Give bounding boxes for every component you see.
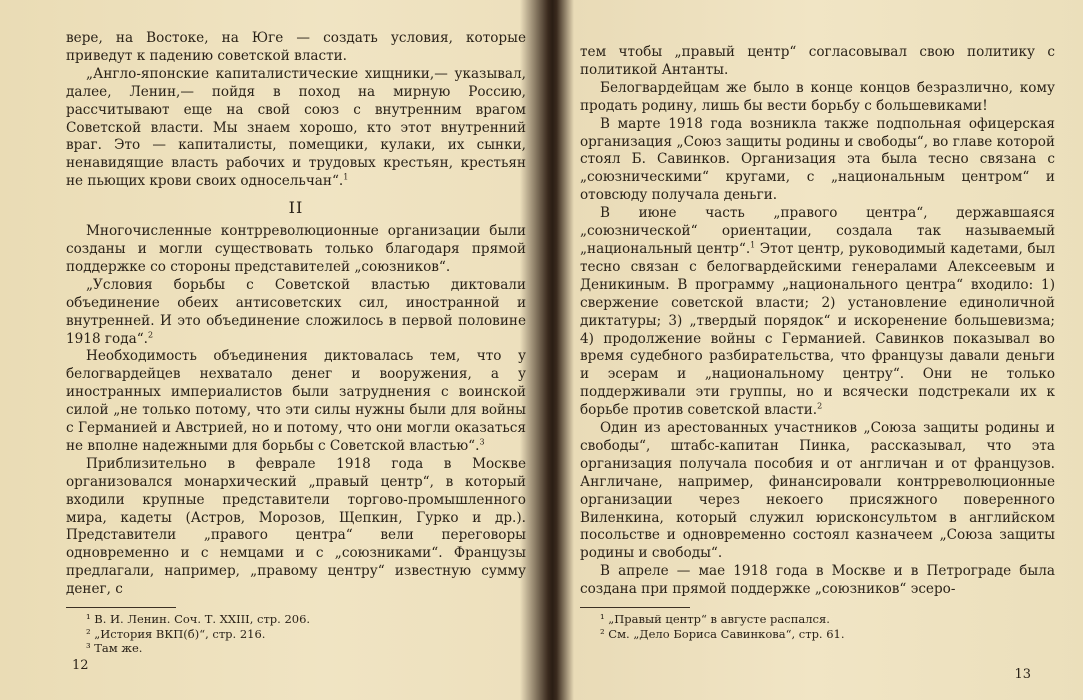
- footnote: ¹ „Правый центр“ в августе распался.: [600, 612, 830, 627]
- paragraph-text: тем чтобы „правый центр“ согласовывал свою политику с политикой Антанты.: [580, 44, 1055, 78]
- paragraph-text: вере, на Востоке, на Юге — создать условия, которые приведут к падению советской власти.: [66, 30, 526, 64]
- paragraph-text: Приблизительно в феврале 1918 года в Москве организовался монархический „правый центр“, в который входили крупные представители торгово-промышленного мира, кадеты (Астров, Морозов, Щепкин, Гурко и др.). Представители „правого центра“ вели переговоры одновременно и с немцами и с „союзниками“. Французы предлагали, например, „правому центру“ известную сумму денег, с: [66, 455, 526, 598]
- footnotes: [66, 612, 526, 656]
- paragraph-text: Один из арестованных участников „Союза защиты родины и свободы“, штабс-капитан Пинка, рассказывал, что эта организация получала пособия и от англичан и от французов. Англичане, например, финансировали контрреволюционные организации через некоего присяжного поверенного Виленкина, который служил юрисконсультом в английском посольстве и одновременно состоял казначеем „Союза защиты родины и свободы“.: [580, 420, 1055, 562]
- paragraph-text: В апреле — мае 1918 года в Москве и в Петрограде была создана при прямой поддержке „союзников“ эсеро-: [580, 563, 1055, 598]
- paragraph: [580, 420, 1055, 563]
- footnote: ¹ В. И. Ленин. Соч. Т. XXIII, стр. 206.: [86, 612, 311, 627]
- paragraph-text: „Условия борьбы с Советской властью диктовали объединение обеих антисоветских сил, иностранной и внутренней. И это объединение сложилось в первой половине 1918 года“.: [66, 276, 526, 347]
- paragraph-text: Белогвардейцам же было в конце концов безразлично, кому продать родину, лишь бы вести борьбу с большевиками!: [580, 79, 1055, 114]
- paragraph: [66, 348, 526, 455]
- paragraph: [66, 456, 526, 599]
- footnote-ref: 3: [479, 437, 485, 447]
- paragraph-text: В июне часть „правого центра“, державшаяся „союзнической“ ориентации, создала так называемый „национальный центр“.: [580, 205, 1055, 257]
- footnote-ref: 1: [343, 172, 349, 182]
- footnotes: [580, 612, 1055, 641]
- paragraph: [580, 563, 1055, 599]
- paragraph: [580, 44, 1055, 80]
- footnote: ² См. „Дело Бориса Савинкова“, стр. 61.: [600, 626, 845, 641]
- paragraph: [66, 277, 526, 349]
- footnote-ref: 1: [750, 240, 756, 250]
- right-page: [560, 0, 1083, 700]
- paragraph: [580, 80, 1055, 116]
- footnote: ² „История ВКП(б)“, стр. 216.: [86, 626, 266, 641]
- paragraph: [580, 205, 1055, 420]
- paragraph-text: Этот центр, руководимый кадетами, был тесно связан с белогвардейскими генералами Алексеевым и Деникиным. В программу „национального центра“ входило: 1) свержение советской власти; 2) установление единоличной диктатуры; 3) „твердый порядок“ и искоренение большевизма; 4) продолжение войны с Германией. Савинков показывал во время судебного разбирательства, что французы давали деньги и эсерам и „национальному центру“. Они не только поддерживали эти группы, но и всячески подстрекали их к борьбе против советской власти.: [580, 240, 1055, 419]
- footnote-ref: 2: [817, 401, 823, 411]
- page-number: 12: [72, 658, 89, 673]
- paragraph: [66, 66, 526, 191]
- footnote: ³ Там же.: [86, 641, 143, 656]
- paragraph-text: „Англо-японские капиталистические хищники,— указывал, далее, Ленин,— пойдя в поход на мирную Россию, рассчитывают еще на свой союз с внутренним врагом Советской власти. Мы знаем хорошо, кто этот внутренний враг. Это — капиталисты, помещики, кулаки, их сынки, ненавидящие власть рабочих и трудовых крестьян, крестьян не пьющих крови своих односельчан“.: [66, 65, 526, 190]
- paragraph-text: Многочисленные контрреволюционные организации были созданы и могли существовать только благодаря прямой поддержке со стороны представителей „союзников“.: [66, 223, 526, 275]
- page-number: 13: [1014, 667, 1031, 682]
- footnote-rule: [66, 607, 176, 608]
- paragraph: [580, 116, 1055, 206]
- paragraph: [66, 30, 526, 66]
- left-page-body: [66, 30, 526, 599]
- footnote-rule: [580, 607, 690, 608]
- right-page-body: [580, 44, 1055, 599]
- paragraph-text: В марте 1918 года возникла также подпольная офицерская организация „Союз защиты родины и свободы“, во главе которой стоял Б. Савинков. Организация эта была тесно связана с „союзническими“ кругами, с „национальным центром“ и отовсюду получала деньги.: [580, 115, 1055, 204]
- section-numeral: II: [288, 198, 304, 218]
- paragraph: [66, 223, 526, 277]
- paragraph-text: Необходимость объединения диктовалась тем, что у белогвардейцев нехватало денег и вооружения, а у иностранных империалистов были затруднения с воинской силой „не только потому, что эти силы нужны были для войны с Германией и Австрией, но и потому, что они могли оказаться не вполне надежными для борьбы с Советской властью“.: [66, 348, 526, 454]
- footnote-ref: 2: [147, 329, 154, 339]
